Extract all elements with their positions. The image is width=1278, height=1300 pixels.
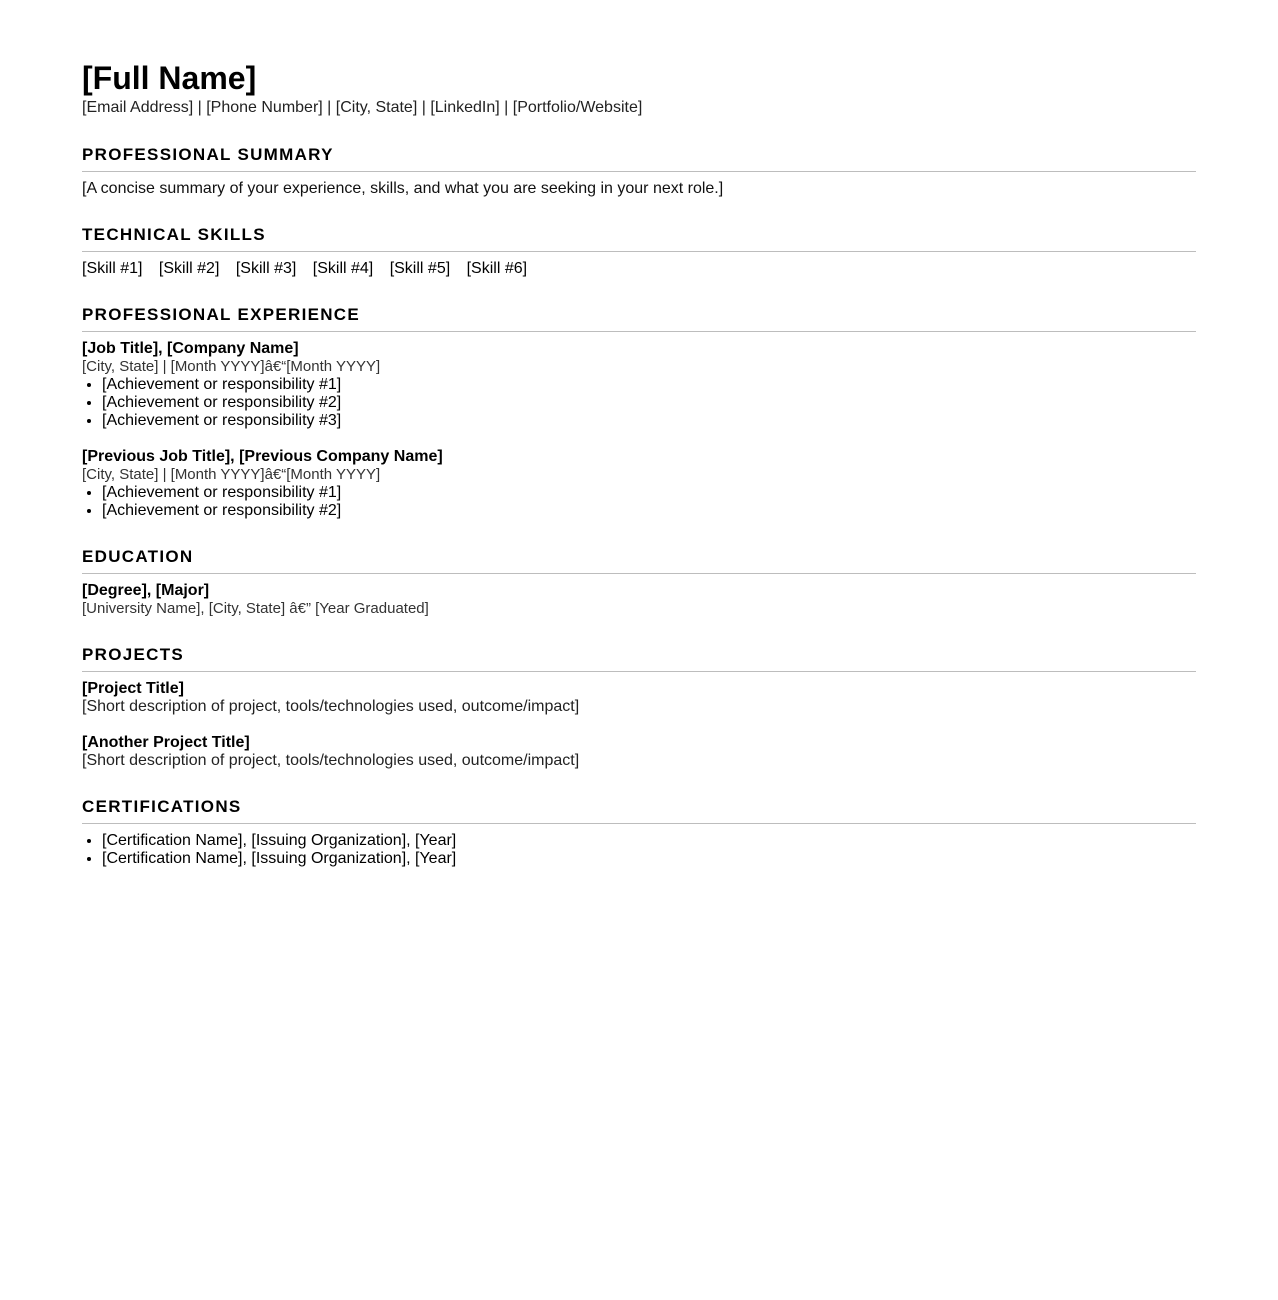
- job-bullets: [82, 484, 1196, 520]
- certification-list: [82, 832, 1196, 868]
- skills-list: [82, 252, 1196, 278]
- skill-item: [Skill #4]: [312, 260, 374, 277]
- skill-item: [Skill #2]: [158, 260, 220, 277]
- skill-item: [Skill #3]: [235, 260, 297, 277]
- job-entry: [82, 340, 1196, 430]
- degree-title: [Degree], [Major]: [82, 582, 210, 599]
- skills-section: [82, 224, 1196, 278]
- job-bullets: [82, 376, 1196, 430]
- full-name: [Full Name]: [82, 60, 257, 96]
- project-description: [Short description of project, tools/technologies used, outcome/impact]: [82, 698, 580, 715]
- job-title: [Previous Job Title], [Previous Company Name]: [82, 448, 443, 465]
- resume-document: [82, 0, 1196, 868]
- section-title-certifications: CERTIFICATIONS: [82, 796, 1196, 824]
- project-description: [Short description of project, tools/technologies used, outcome/impact]: [82, 752, 580, 769]
- job-entry: [82, 448, 1196, 520]
- project-entry: [82, 680, 1196, 716]
- certifications-section: [82, 796, 1196, 868]
- experience-section: [82, 304, 1196, 520]
- certification-item: • [Certification Name], [Issuing Organization], [Year]: [102, 832, 1196, 850]
- summary-text: [A concise summary of your experience, skills, and what you are seeking in your next role.]: [82, 180, 724, 197]
- projects-section: [82, 644, 1196, 770]
- job-meta: [City, State] | [Month YYYY]â€“[Month YYYY]: [82, 358, 381, 375]
- skill-item: [Skill #6]: [466, 260, 528, 277]
- section-title-experience: PROFESSIONAL EXPERIENCE: [82, 304, 1196, 332]
- section-title-education: EDUCATION: [82, 546, 1196, 574]
- skill-item: [Skill #5]: [389, 260, 451, 277]
- bullet-item: • [Achievement or responsibility #2]: [102, 502, 1196, 520]
- summary-section: [82, 144, 1196, 198]
- project-entry: [82, 734, 1196, 770]
- bullet-item: • [Achievement or responsibility #2]: [102, 394, 1196, 412]
- job-title: [Job Title], [Company Name]: [82, 340, 299, 357]
- contact-line: [Email Address] | [Phone Number] | [City, State] | [LinkedIn] | [Portfolio/Website]: [82, 99, 643, 116]
- bullet-item: • [Achievement or responsibility #1]: [102, 484, 1196, 502]
- bullet-item: • [Achievement or responsibility #1]: [102, 376, 1196, 394]
- skill-item: [Skill #1]: [82, 260, 143, 277]
- education-section: [82, 546, 1196, 618]
- section-title-projects: PROJECTS: [82, 644, 1196, 672]
- bullet-item: • [Achievement or responsibility #3]: [102, 412, 1196, 430]
- project-title: [Another Project Title]: [82, 734, 250, 751]
- education-meta: [University Name], [City, State] â€” [Year Graduated]: [82, 600, 429, 617]
- project-title: [Project Title]: [82, 680, 184, 697]
- section-title-skills: TECHNICAL SKILLS: [82, 224, 1196, 252]
- certification-item: • [Certification Name], [Issuing Organization], [Year]: [102, 850, 1196, 868]
- job-meta: [City, State] | [Month YYYY]â€“[Month YYYY]: [82, 466, 381, 483]
- section-title-summary: PROFESSIONAL SUMMARY: [82, 144, 1196, 172]
